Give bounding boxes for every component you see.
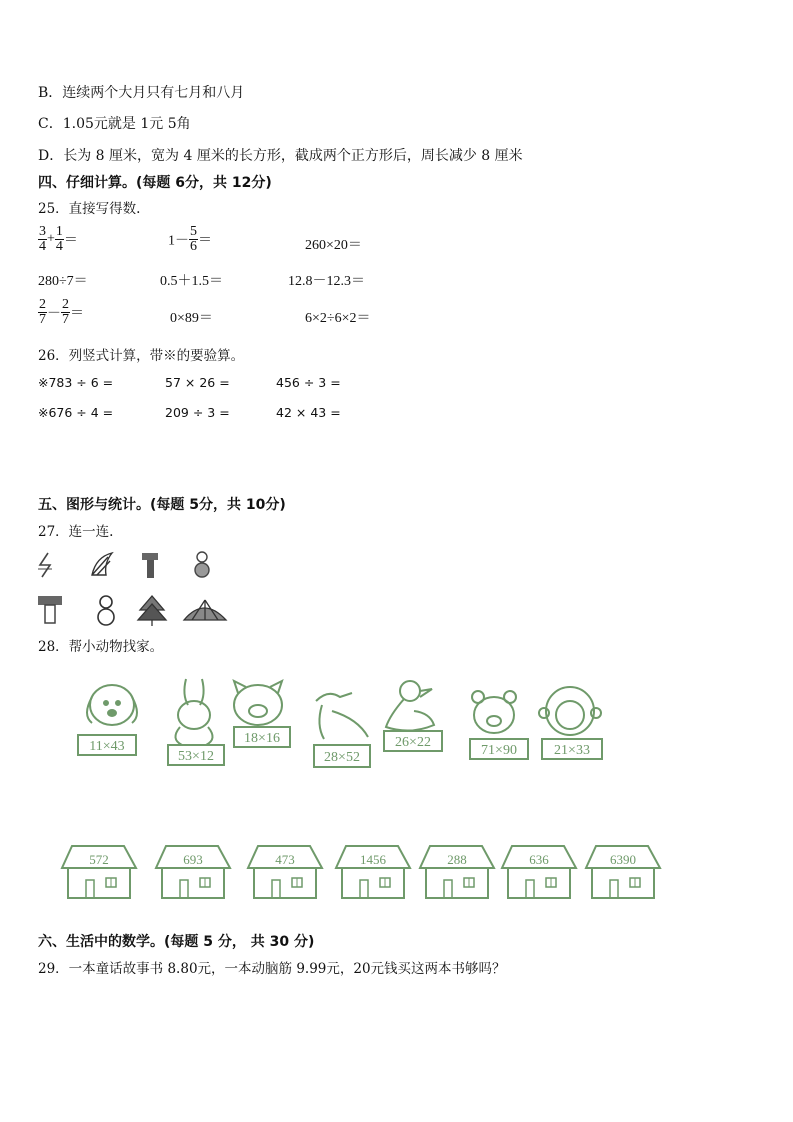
house-icon (156, 846, 230, 898)
animals-row (70, 675, 630, 775)
fraction: $\frac{1}{4}$ (55, 224, 63, 254)
house-number: 6390 (610, 852, 636, 867)
calc-row1-a: $\frac{3}{4}$ + $\frac{1}{4}$ ＝ (39, 224, 78, 254)
calc-row5-c: 42 × 43 = (276, 405, 341, 420)
calc-row2-c: 12.8－12.3＝ (288, 274, 365, 289)
fraction: $\frac{5}{6}$ (190, 224, 197, 254)
calc-row5-a: ※676 ÷ 4 = (38, 405, 114, 420)
rabbit-label: 53×12 (178, 749, 214, 764)
mushroom-shape-icon (38, 596, 62, 623)
house-icon (420, 846, 494, 898)
fraction: $\frac{2}{7}$ (39, 297, 46, 327)
question-25: 25．直接写得数. (38, 201, 141, 217)
option-c: C．1.05元就是 1元 5角 (38, 116, 191, 132)
snowman-shape-icon (98, 596, 114, 625)
house-icon (336, 846, 410, 898)
house-icon (502, 846, 576, 898)
question-29: 29．一本童话故事书 8.80元，一本动脑筋 9.99元，20元钱买这两本书够吗？ (38, 961, 506, 977)
fraction: $\frac{2}{7}$ (62, 297, 69, 327)
pig-label: 18×16 (244, 731, 280, 746)
calc-row2-b: 0.5＋1.5＝ (160, 274, 223, 289)
duck-label: 26×22 (395, 735, 431, 750)
calc-row3-a: $\frac{2}{7}$ － $\frac{2}{7}$ ＝ (39, 297, 84, 327)
section-5-title: 五、图形与统计。(每题 5分，共 10分) (38, 497, 286, 513)
calc-row4-b: 57 × 26 = (165, 375, 230, 390)
house-number: 473 (275, 852, 295, 867)
houses-row (58, 840, 668, 910)
house-number: 636 (529, 852, 549, 867)
house-icon (586, 846, 660, 898)
house-icon (248, 846, 322, 898)
tree-shape-icon (138, 596, 166, 626)
option-b: B．连续两个大月只有七月和八月 (38, 85, 245, 101)
calc-row1-c: 260×20＝ (305, 238, 362, 253)
calc-row3-c: 6×2÷6×2＝ (305, 311, 371, 326)
question-26: 26．列竖式计算，带※的要验算。 (38, 348, 245, 364)
fan-part-icon (92, 553, 112, 575)
section-4-title: 四、仔细计算。(每题 6分，共 12分) (38, 175, 272, 191)
house-icon (62, 846, 136, 898)
shape-parts-row (34, 545, 234, 585)
house-number: 693 (183, 852, 203, 867)
calc-row1-b: 1－ $\frac{5}{6}$ ＝ (168, 224, 212, 254)
fraction: $\frac{3}{4}$ (39, 224, 46, 254)
calc-row5-b: 209 ÷ 3 = (165, 405, 230, 420)
question-28: 28．帮小动物找家。 (38, 639, 164, 655)
goat-label: 28×52 (324, 750, 360, 765)
calc-row4-c: 456 ÷ 3 = (276, 375, 341, 390)
calc-row4-a: ※783 ÷ 6 = (38, 375, 114, 390)
house-number: 288 (447, 852, 467, 867)
calc-row2-a: 280÷7＝ (38, 274, 88, 289)
shape-wholes-row (34, 590, 234, 630)
umbrella-shape-icon (184, 600, 226, 620)
section-6-title: 六、生活中的数学。(每题 5 分， 共 30 分) (38, 934, 315, 950)
question-27: 27．连一连. (38, 524, 114, 540)
house-number: 572 (89, 852, 109, 867)
calc-row3-b: 0×89＝ (170, 311, 213, 326)
monkey-label: 21×33 (554, 743, 590, 758)
dog-label: 11×43 (89, 739, 125, 754)
option-d: D．长为 8 厘米，宽为 4 厘米的长方形，截成两个正方形后，周长减少 8 厘米 (38, 148, 523, 164)
zigzag-part-icon (38, 553, 52, 577)
hammer-part-icon (142, 553, 158, 578)
bear-label: 71×90 (481, 743, 517, 758)
house-number: 1456 (360, 852, 386, 867)
snowman-part-icon (195, 552, 209, 577)
